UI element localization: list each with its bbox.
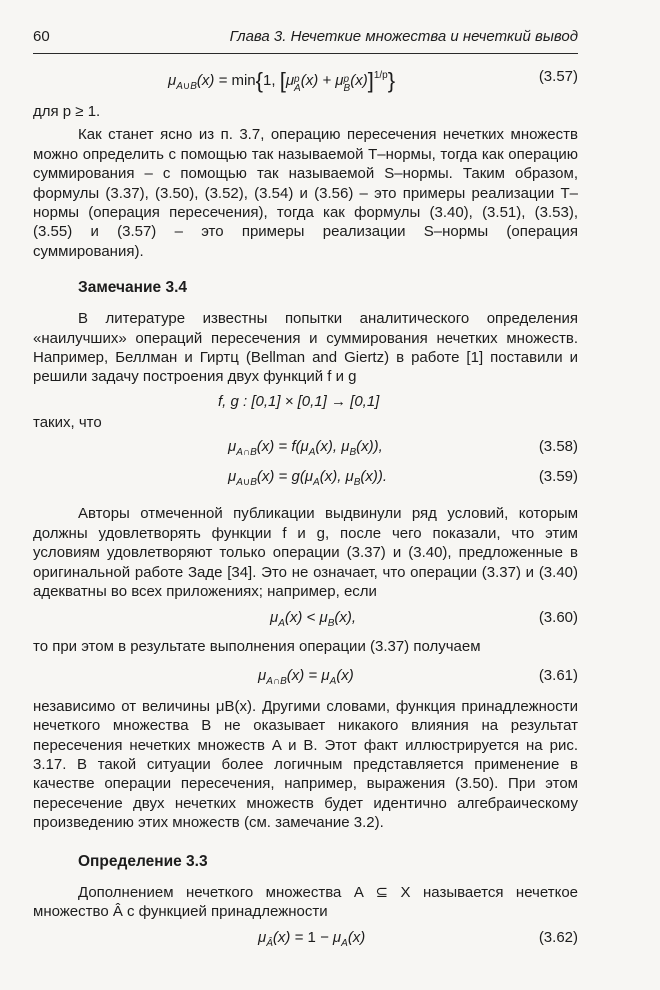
equation-3-60: $\mu_A(x) < \mu_B(x)$, (3.60) bbox=[270, 609, 578, 630]
equation-3-58: $\mu_{A\cap B}(x) = f(\mu_A(x)$, $\mu_B(x)$), (3.58) bbox=[228, 438, 578, 459]
paragraph-for-p: для p ≥ 1. bbox=[33, 103, 101, 120]
remark-heading: Замечание 3.4 bbox=[78, 279, 188, 297]
page bbox=[33, 28, 578, 953]
paragraph-independent: независимо от величины μB(x). Другими словами, функция принадлежности нечеткого множества B не оказывает никакого влияния на результат пересечения нечетких множеств A и B. Этот факт иллюстрируется на рис. 3.17. В такой ситуации более логичным представляется применение в качестве операции пересечения, например, выражения (3.50). При этом пересечение двух нечетких множеств будет идентично алгебраическому произведению этих множеств (см. замечание 3.2). bbox=[33, 697, 578, 832]
equation-number: (3.59) bbox=[538, 468, 578, 486]
definition-heading: Определение 3.3 bbox=[78, 852, 208, 870]
paragraph-complement: Дополнением нечеткого множества A ⊆ X называется нечеткое множество Â с функцией принадлежности bbox=[33, 883, 578, 920]
equation-number: (3.57) bbox=[538, 68, 578, 85]
page-number: 60 bbox=[33, 28, 50, 45]
equation-3-59: $\mu_{A\cup B}(x) = g(\mu_A(x)$, $\mu_B(x)$). (3.59) bbox=[228, 468, 578, 489]
paragraph-then: то при этом в результате выполнения операции (3.37) получаем bbox=[33, 638, 481, 656]
running-header bbox=[33, 28, 578, 54]
equation-fg-mapping: f, g : [0,1] × [0,1] → [0,1] bbox=[218, 392, 380, 410]
paragraph-such-that: таких, что bbox=[33, 413, 102, 431]
equation-3-57: $\mu_{A\cup B}(x) = \min\{1$, [μp A(x) + μp B(x)]$^{1/p}$} (3.57) bbox=[168, 68, 578, 94]
equation-3-61: $\mu_{A\cap B}(x) = \mu_A(x)$ (3.61) bbox=[258, 666, 578, 687]
equation-number: (3.58) bbox=[538, 438, 578, 456]
equation-number: (3.61) bbox=[538, 666, 578, 684]
equation-number: (3.62) bbox=[538, 929, 578, 947]
paragraph-authors: Авторы отмеченной публикации выдвинули ряд условий, которым должны удовлетворять функции f и g, после чего показали, что этим условиям удовлетворяют только операции (3.37) и (3.40), предложенные в оригинальной работе Заде [34]. Это не означает, что операции (3.37) и (3.40) адекватны во всех приложениях; например, если bbox=[33, 505, 578, 600]
equation-number: (3.60) bbox=[538, 609, 578, 627]
chapter-title: Глава 3. Нечеткие множества и нечеткий вывод bbox=[229, 28, 578, 45]
equation-3-62: $\mu_Â(x) = 1 - \mu_A(x)$ (3.62) bbox=[258, 929, 578, 950]
paragraph-norms: Как станет ясно из п. 3.7, операцию пересечения нечетких множеств можно определить с помощью так называемой T–нормы, тогда как операцию суммирования – с помощью так называемой S–нормы. Таким образом, формулы (3.37), (3.50), (3.52), (3.54) и (3.56) – это примеры реализации T–нормы (операция пересечения), тогда как формулы (3.40), (3.51), (3.53), (3.55) и (3.57) – это примеры реализации S–нормы (операция суммирования). bbox=[33, 126, 578, 260]
paragraph-literature: В литературе известны попытки аналитического определения «наилучших» операций пересечения и суммирования нечетких множеств. Например, Беллман и Гиртц (Bellman and Giertz) в работе [1] поставили и решили задачу построения двух функций f и g bbox=[33, 310, 578, 386]
